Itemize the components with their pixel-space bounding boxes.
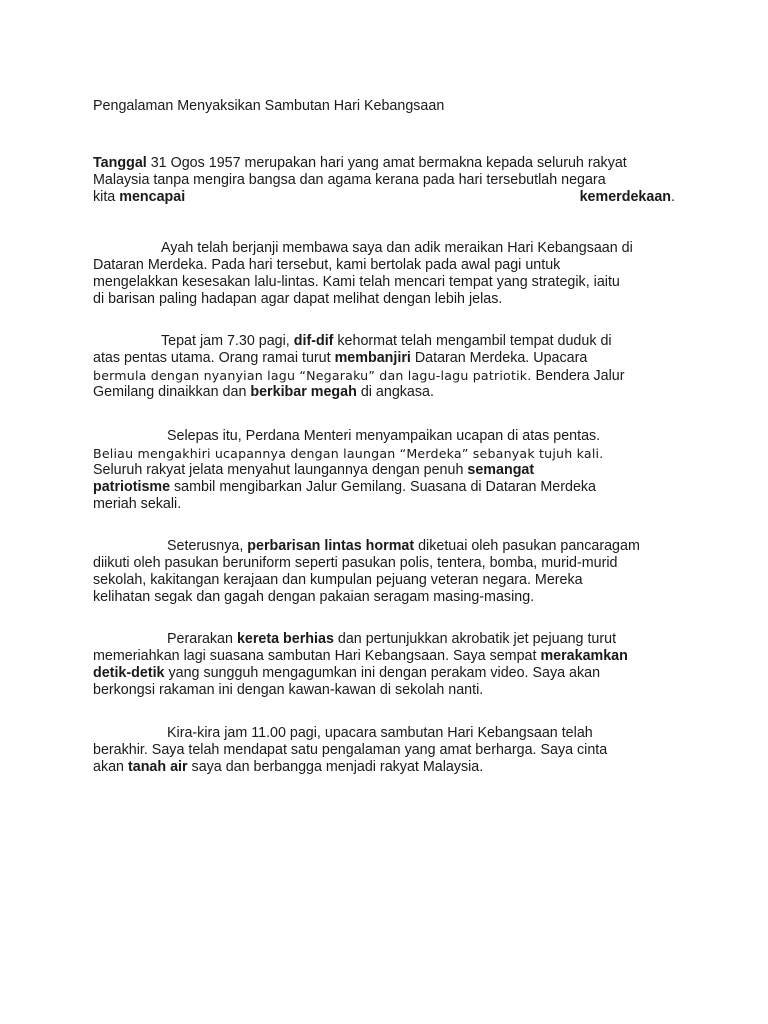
p6-bold-detik-detik: detik-detik [93,665,165,681]
p5-line-4: kelihatan segak dan gagah dengan pakaian seragam masing-masing. [93,589,535,605]
p6-line-1: Perarakan kereta berhias dan pertunjukkan akrobatik jet pejuang turut [167,631,617,647]
p4-line-5: meriah sekali. [93,496,182,512]
paragraph-3 [93,333,675,401]
p6-line-2: memeriahkan lagi suasana sambutan Hari Kebangsaan. Saya sempat merakamkan [93,648,628,664]
p1-line-1: Tanggal 31 Ogos 1957 merupakan hari yang amat bermakna kepada seluruh rakyat [93,155,627,171]
p5-line-3: sekolah, kakitangan kerajaan dan kumpulan pejuang veteran negara. Mereka [93,572,583,588]
p2-line-2: Dataran Merdeka. Pada hari tersebut, kami bertolak pada awal pagi untuk [93,257,561,273]
p5-line-1: Seterusnya, perbarisan lintas hormat diketuai oleh pasukan pancaragam [167,538,640,554]
p1-bold-tanggal: Tanggal [93,155,147,171]
p7-line-2: berakhir. Saya telah mendapat satu pengalaman yang amat berharga. Saya cinta [93,742,608,758]
p2-line-1: Ayah telah berjanji membawa saya dan adik meraikan Hari Kebangsaan di [161,240,633,256]
p2-line-3: mengelakkan kesesakan lalu-lintas. Kami telah mencari tempat yang strategik, iaitu [93,274,620,290]
p6-bold-kereta-berhias: kereta berhias [236,631,334,647]
p4-line-1: Selepas itu, Perdana Menteri menyampaikan ucapan di atas pentas. [167,428,601,444]
p7-line-1: Kira-kira jam 11.00 pagi, upacara sambutan Hari Kebangsaan telah [167,725,593,741]
p4-bold-patriotisme: patriotisme [93,479,171,495]
document-title: Pengalaman Menyaksikan Sambutan Hari Kebangsaan [93,98,445,114]
p3-line-3: bermula dengan nyanyian lagu “Negaraku” dan lagu-lagu patriotik. Bendera Jalur [93,368,625,384]
paragraph-2 [93,240,675,308]
p3-bold-dif-dif: dif-dif [293,333,334,349]
paragraph-1 [93,155,675,206]
paragraph-4 [93,428,675,513]
paragraph-6 [93,631,675,699]
p4-line-2: Beliau mengakhiri ucapannya dengan laungan “Merdeka” sebanyak tujuh kali. [93,446,604,461]
p1-line-2: Malaysia tanpa mengira bangsa dan agama kerana pada hari tersebutlah negara [93,172,606,188]
p7-bold-tanah-air: tanah air [127,759,188,775]
p3-bold-berkibar-megah: berkibar megah [250,384,357,400]
p5-bold-perbarisan-lintas-hormat: perbarisan lintas hormat [247,538,415,554]
p6-bold-merakamkan: merakamkan [540,648,628,664]
p4-bold-semangat: semangat [467,462,535,478]
p1-bold-mencapai: mencapai [119,189,186,205]
paragraph-7 [93,725,675,776]
p6-line-4: berkongsi rakaman ini dengan kawan-kawan di sekolah nanti. [93,682,484,698]
p5-line-2: diikuti oleh pasukan beruniform seperti pasukan polis, tentera, bomba, murid-murid [93,555,618,571]
p1-bold-kemerdekaan: kemerdekaan [579,189,672,205]
p1-line-3: kita mencapai kemerdekaan. [93,189,675,205]
p7-line-3: akan tanah air saya dan berbangga menjadi rakyat Malaysia. [93,759,484,775]
p3-line-1: Tepat jam 7.30 pagi, dif-dif kehormat telah mengambil tempat duduk di [161,333,612,349]
paragraph-5 [93,538,675,606]
p4-line-4: patriotisme sambil mengibarkan Jalur Gemilang. Suasana di Dataran Merdeka [93,479,597,495]
p6-line-3: detik-detik yang sungguh mengagumkan ini dengan perakam video. Saya akan [93,665,601,681]
p4-line-3: Seluruh rakyat jelata menyahut laungannya dengan penuh semangat [93,462,535,478]
p3-bold-membanjiri: membanjiri [334,350,411,366]
p3-line-4: Gemilang dinaikkan dan berkibar megah di angkasa. [93,384,434,400]
p3-line-2: atas pentas utama. Orang ramai turut membanjiri Dataran Merdeka. Upacara [93,350,588,366]
p2-line-4: di barisan paling hadapan agar dapat melihat dengan lebih jelas. [93,291,503,307]
